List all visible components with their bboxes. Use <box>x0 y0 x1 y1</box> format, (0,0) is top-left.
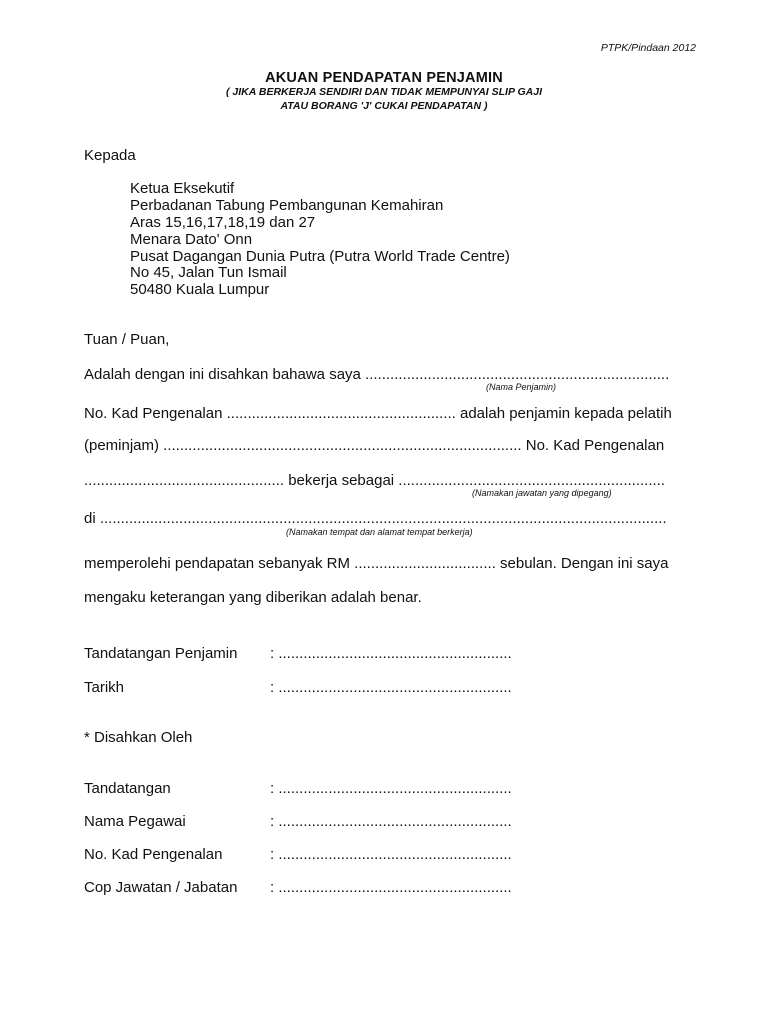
field-label: No. Kad Pengenalan <box>84 846 223 863</box>
declaration-line-confirmation: mengaku keterangan yang diberikan adalah benar. <box>84 589 422 606</box>
form-title: AKUAN PENDAPATAN PENJAMIN <box>265 70 503 86</box>
field-label: Tandatangan <box>84 780 171 797</box>
officer-stamp-dotted-line: : ........................................................ <box>270 879 512 896</box>
salutation: Tuan / Puan, <box>84 331 170 348</box>
officer-signature-dotted-line: : ........................................................ <box>270 780 512 797</box>
declaration-line-ic-number: No. Kad Pengenalan ....................................................... adalah penjamin kepada pelatih <box>84 405 672 422</box>
recipient-heading: Kepada <box>84 147 136 164</box>
verified-by-heading: * Disahkan Oleh <box>84 729 193 746</box>
field-label: Tandatangan Penjamin <box>84 645 238 662</box>
address-line: 50480 Kuala Lumpur <box>130 281 270 298</box>
date-dotted-line: : ........................................................ <box>270 679 512 696</box>
signature-dotted-line: : ........................................................ <box>270 645 512 662</box>
address-line: Aras 15,16,17,18,19 dan 27 <box>130 214 316 231</box>
field-label: Tarikh <box>84 679 125 696</box>
address-line: Pusat Dagangan Dunia Putra (Putra World Trade Centre) <box>130 248 510 265</box>
declaration-line-income: memperolehi pendapatan sebanyak RM .................................. sebulan. Dengan ini saya <box>84 555 669 572</box>
declaration-line-workplace: di ........................................................................................................................................ <box>84 510 667 527</box>
officer-name-dotted-line: : ........................................................ <box>270 813 512 830</box>
form-subtitle-line-1: ( JIKA BERKERJA SENDIRI DAN TIDAK MEMPUNYAI SLIP GAJI <box>226 86 542 98</box>
caption-workplace: (Namakan tempat dan alamat tempat berkerja) <box>286 527 473 537</box>
field-label: Cop Jawatan / Jabatan <box>84 879 238 896</box>
field-label: Nama Pegawai <box>84 813 186 830</box>
declaration-line-borrower: (peminjam) ...................................................................................... No. Kad Pengenalan <box>84 437 665 454</box>
form-subtitle-line-2: ATAU BORANG 'J' CUKAI PENDAPATAN ) <box>280 100 488 112</box>
officer-ic-dotted-line: : ........................................................ <box>270 846 512 863</box>
caption-occupation: (Namakan jawatan yang dipegang) <box>472 488 612 498</box>
declaration-line-occupation: ................................................ bekerja sebagai ................................................................ <box>84 472 666 489</box>
address-line: Menara Dato' Onn <box>130 231 253 248</box>
address-line: No 45, Jalan Tun Ismail <box>130 264 287 281</box>
caption-guarantor-name: (Nama Penjamin) <box>486 382 557 392</box>
document-code: PTPK/Pindaan 2012 <box>600 42 696 54</box>
declaration-line-guarantor-name: Adalah dengan ini disahkan bahawa saya ......................................................................... <box>84 366 670 383</box>
address-line: Perbadanan Tabung Pembangunan Kemahiran <box>130 197 444 214</box>
address-line: Ketua Eksekutif <box>130 180 235 197</box>
